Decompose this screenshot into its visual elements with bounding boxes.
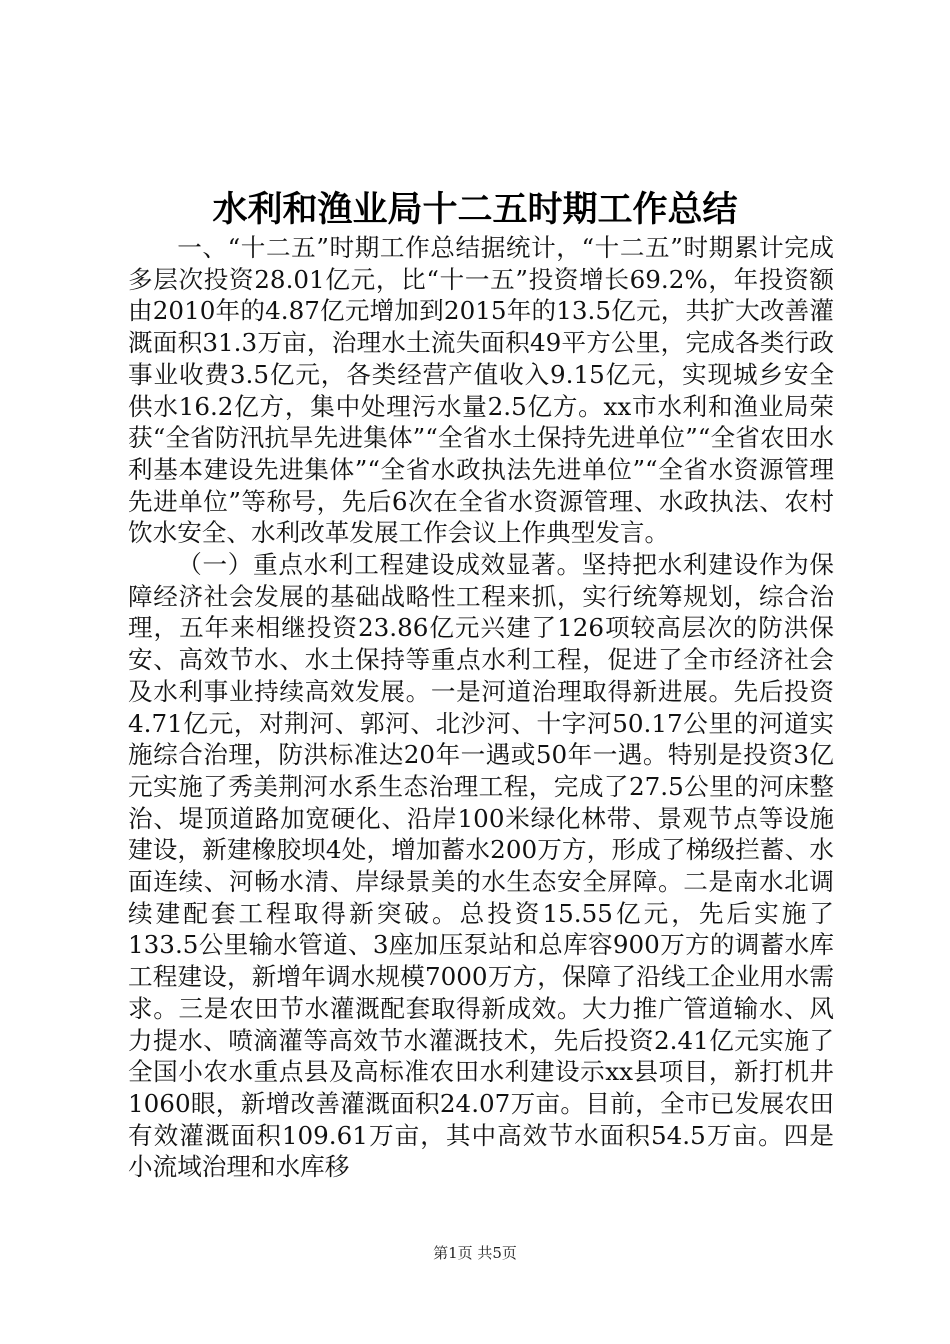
- paragraph-key-projects: （一）重点水利工程建设成效显著。坚持把水利建设作为保障经济社会发展的基础战略性工程来抓，实行统筹规划，综合治理，五年来相继投资23.86亿元兴建了126项较高层次的防洪保安、高效节水、水土保持等重点水利工程，促进了全市经济社会及水利事业持续高效发展。一是河道治理取得新进展。先后投资4.71亿元，对荆河、郭河、北沙河、十字河50.17公里的河道实施综合治理，防洪标准达20年一遇或50年一遇。特别是投资3亿元实施了秀美荆河水系生态治理工程，完成了27.5公里的河床整治、堤顶道路加宽硬化、沿岸100米绿化林带、景观节点等设施建设，新建橡胶坝4处，增加蓄水200万方，形成了梯级拦蓄、水面连续、河畅水清、岸绿景美的水生态安全屏障。二是南水北调续建配套工程取得新突破。总投资15.55亿元，先后实施了133.5公里输水管道、3座加压泵站和总库容900万方的调蓄水库工程建设，新增年调水规模7000万方，保障了沿线工企业用水需求。三是农田节水灌溉配套取得新成效。大力推广管道输水、风力提水、喷滴灌等高效节水灌溉技术，先后投资2.41亿元实施了全国小农水重点县及高标准农田水利建设示xx县项目，新打机井1060眼，新增改善灌溉面积24.07万亩。目前，全市已发展农田有效灌溉面积109.61万亩，其中高效节水面积54.5万亩。四是小流域治理和水库移: [128, 550, 834, 1182]
- document-body: [128, 232, 834, 1183]
- page-title: 水利和渔业局十二五时期工作总结: [212, 189, 738, 230]
- paragraph-summary: 一、“十二五”时期工作总结据统计，“十二五”时期累计完成多层次投资28.01亿元，比“十一五”投资增长69.2%，年投资额由2010年的4.87亿元增加到2015年的13.5亿元，共扩大改善灌溉面积31.3万亩，治理水土流失面积49平方公里，完成各类行政事业收费3.5亿元，各类经营产值收入9.15亿元，实现城乡安全供水16.2亿方，集中处理污水量2.5亿方。xx市水利和渔业局荣获“全省防汛抗旱先进集体”“全省水土保持先进单位”“全省农田水利基本建设先进集体”“全省水政执法先进单位”“全省水资源管理先进单位”等称号，先后6次在全省水资源管理、水政执法、农村饮水安全、水利改革发展工作会议上作典型发言。: [128, 233, 834, 548]
- page-number: 第1页 共5页: [433, 1244, 517, 1262]
